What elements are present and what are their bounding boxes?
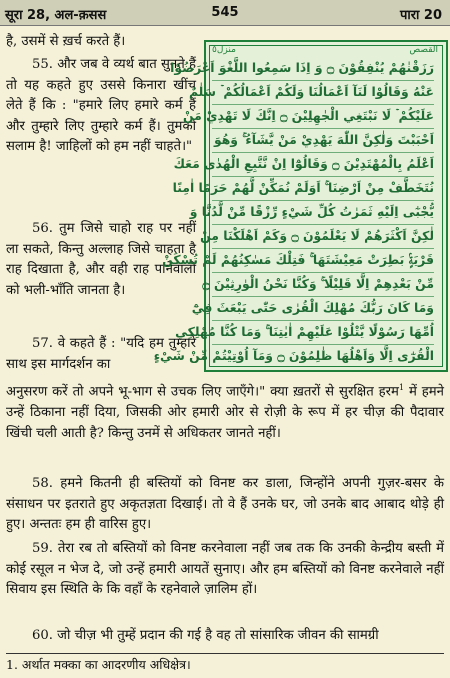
- verse-57-continued: [6, 378, 444, 444]
- arabic-line-4: اَحْبَبْتَ وَلٰكِنَّ اللّٰهَ يَهْدِيْ مَنْ يَّشَآءُ ۚ وَهُوَ: [213, 132, 434, 147]
- arabic-line-3: عَلَيْكُمْ ۡ لَا نَبْتَغِي الْجٰهِلِيْنَ ۝ اِنَّكَ لَا تَهْدِيْ مَنْ: [182, 108, 434, 123]
- arabic-line-9: قَرْيَةٍۢ بَطِرَتْ مَعِيْشَتَهَا ۚ فَتِلْكَ مَسٰكِنُهُمْ لَمْ تُسْكَنْ: [162, 252, 434, 267]
- footnote-divider: [6, 653, 444, 654]
- arabic-surah-label: القصص: [409, 45, 438, 55]
- arabic-line-2: عَنْهُ وَقَالُوْا لَنَآ اَعْمَالُنَا وَلَكُمْ اَعْمَالُكُمْ ۡ سَلٰمٌ: [188, 84, 434, 99]
- footnote-ref: 1: [398, 383, 405, 392]
- page-header: [0, 0, 450, 26]
- arabic-text-panel: [153, 40, 448, 372]
- verse-60-start: 60. जो चीज़ भी तुम्हें प्रदान की गई है वह तो सांसारिक जीवन की सामग्री: [32, 628, 379, 643]
- arabic-line-11: وَمَا كَانَ رَبُّكَ مُهْلِكَ الْقُرٰى حَتّٰى يَبْعَثَ فِيْٓ: [191, 300, 434, 315]
- verse-57-text-b: में हमने उन्हें ठिकाना नहीं दिया, जिसकी ओर हमारी ओर से रोज़ी के रूप में हर चीज़ की पैदावार खिंची चली आती है? किन्तु उनमें से अधिकतर जानते नहीं।: [6, 384, 444, 441]
- arabic-line-5: اَعْلَمُ بِالْمُهْتَدِيْنَ ۝ وَقَالُوْٓا اِنْ نَّتَّبِعِ الْهُدٰى مَعَكَ: [173, 156, 434, 171]
- verse-58: 58. हमने कितनी ही बस्तियों को विनष्ट कर डाला, जिन्होंने अपनी गुज़र-बसर के संसाधन पर इतराते हुए अकृतज्ञता दिखाई। तो वे हैं उनके घर, जो उनके बाद आबाद थोड़े ही हुए। अन्ततः हम ही वारिस हुए।: [6, 476, 444, 533]
- footnote: 1. अर्थात मक्का का आदरणीय अधिक्षेत्र।: [6, 657, 191, 672]
- arabic-line-7: يُّجْبٰٓى اِلَيْهِ ثَمَرٰتُ كُلِّ شَيْءٍ رِّزْقًا مِّنْ لَّدُنَّا وَ: [189, 204, 434, 219]
- verse-55: 55. और जब वे व्यर्थ बात सुनते हैं तो यह कहते हुए उससे किनारा खींच लेते हैं कि : "हमारे लिए हमारे कर्म हैं और तुम्हारे लिए तुम्हारे कर्म हैं। तुमको सलाम है! जाहिलों को हम नहीं चाहते।": [6, 57, 196, 155]
- verse-59: 59. तेरा रब तो बस्तियों को विनष्ट करनेवाला नहीं जब तक कि उनकी केन्द्रीय बस्ती में कोई रसूल न भेज दे, जो उन्हें हमारी आयतें सुनाए। और हम बस्तियों को विनष्ट करनेवाले नहीं सिवाय इस स्थिति के कि वहाँ के रहनेवाले ज़ालिम हों।: [6, 541, 444, 598]
- arabic-line-13: الْقُرٰٓى اِلَّا وَاَهْلُهَا ظٰلِمُوْنَ ۝ وَمَآ اُوْتِيْتُمْ مِّنْ شَيْءٍ: [153, 348, 434, 363]
- page-number: 545: [211, 5, 239, 20]
- arabic-line-12: اُمِّهَا رَسُوْلًا يَّتْلُوْا عَلَيْهِمْ اٰيٰتِنَا ۚ وَمَا كُنَّا مُهْلِكِي: [175, 324, 434, 339]
- surah-title: सूरा 28, अल-क़सस: [5, 8, 107, 23]
- verse-57-text-a: अनुसरण करें तो अपने भू-भाग से उचक लिए जाएँगे।" क्या ख़तरों से सुरक्षित हरम: [6, 384, 399, 400]
- para-number: पारा 20: [399, 8, 442, 23]
- arabic-line-1: رَزَقْنٰهُمْ يُنْفِقُوْنَ ۝ وَ اِذَا سَمِعُوا اللَّغْوَ اَعْرَضُوْا: [170, 60, 434, 75]
- verse-56: 56. तुम जिसे चाहो राह पर नहीं ला सकते, किन्तु अल्लाह जिसे चाहता है राह दिखाता है, और वही राह पानेवालों को भली-भाँति जानता है।: [6, 221, 196, 298]
- arabic-line-8: لٰكِنَّ اَكْثَرَهُمْ لَا يَعْلَمُوْنَ ۝ وَكَمْ اَهْلَكْنَا مِنْ: [200, 228, 434, 243]
- arabic-manzil-label: منزل٥: [212, 45, 236, 55]
- arabic-line-10: مِّنْ بَعْدِهِمْ اِلَّا قَلِيْلًا ۚ وَكُنَّا نَحْنُ الْوٰرِثِيْنَ ۝: [202, 276, 434, 291]
- arabic-line-6: نُتَخَطَّفْ مِنْ اَرْضِنَا ۚ اَوَلَمْ نُمَكِّنْ لَّهُمْ حَرَمًا اٰمِنًا: [172, 180, 434, 195]
- text-line-intro: है, उसमें से ख़र्च करते हैं।: [6, 34, 126, 49]
- verse-57-start: 57. वे कहते हैं : "यदि हम तुम्हारे साथ इस मार्गदर्शन का: [6, 336, 196, 372]
